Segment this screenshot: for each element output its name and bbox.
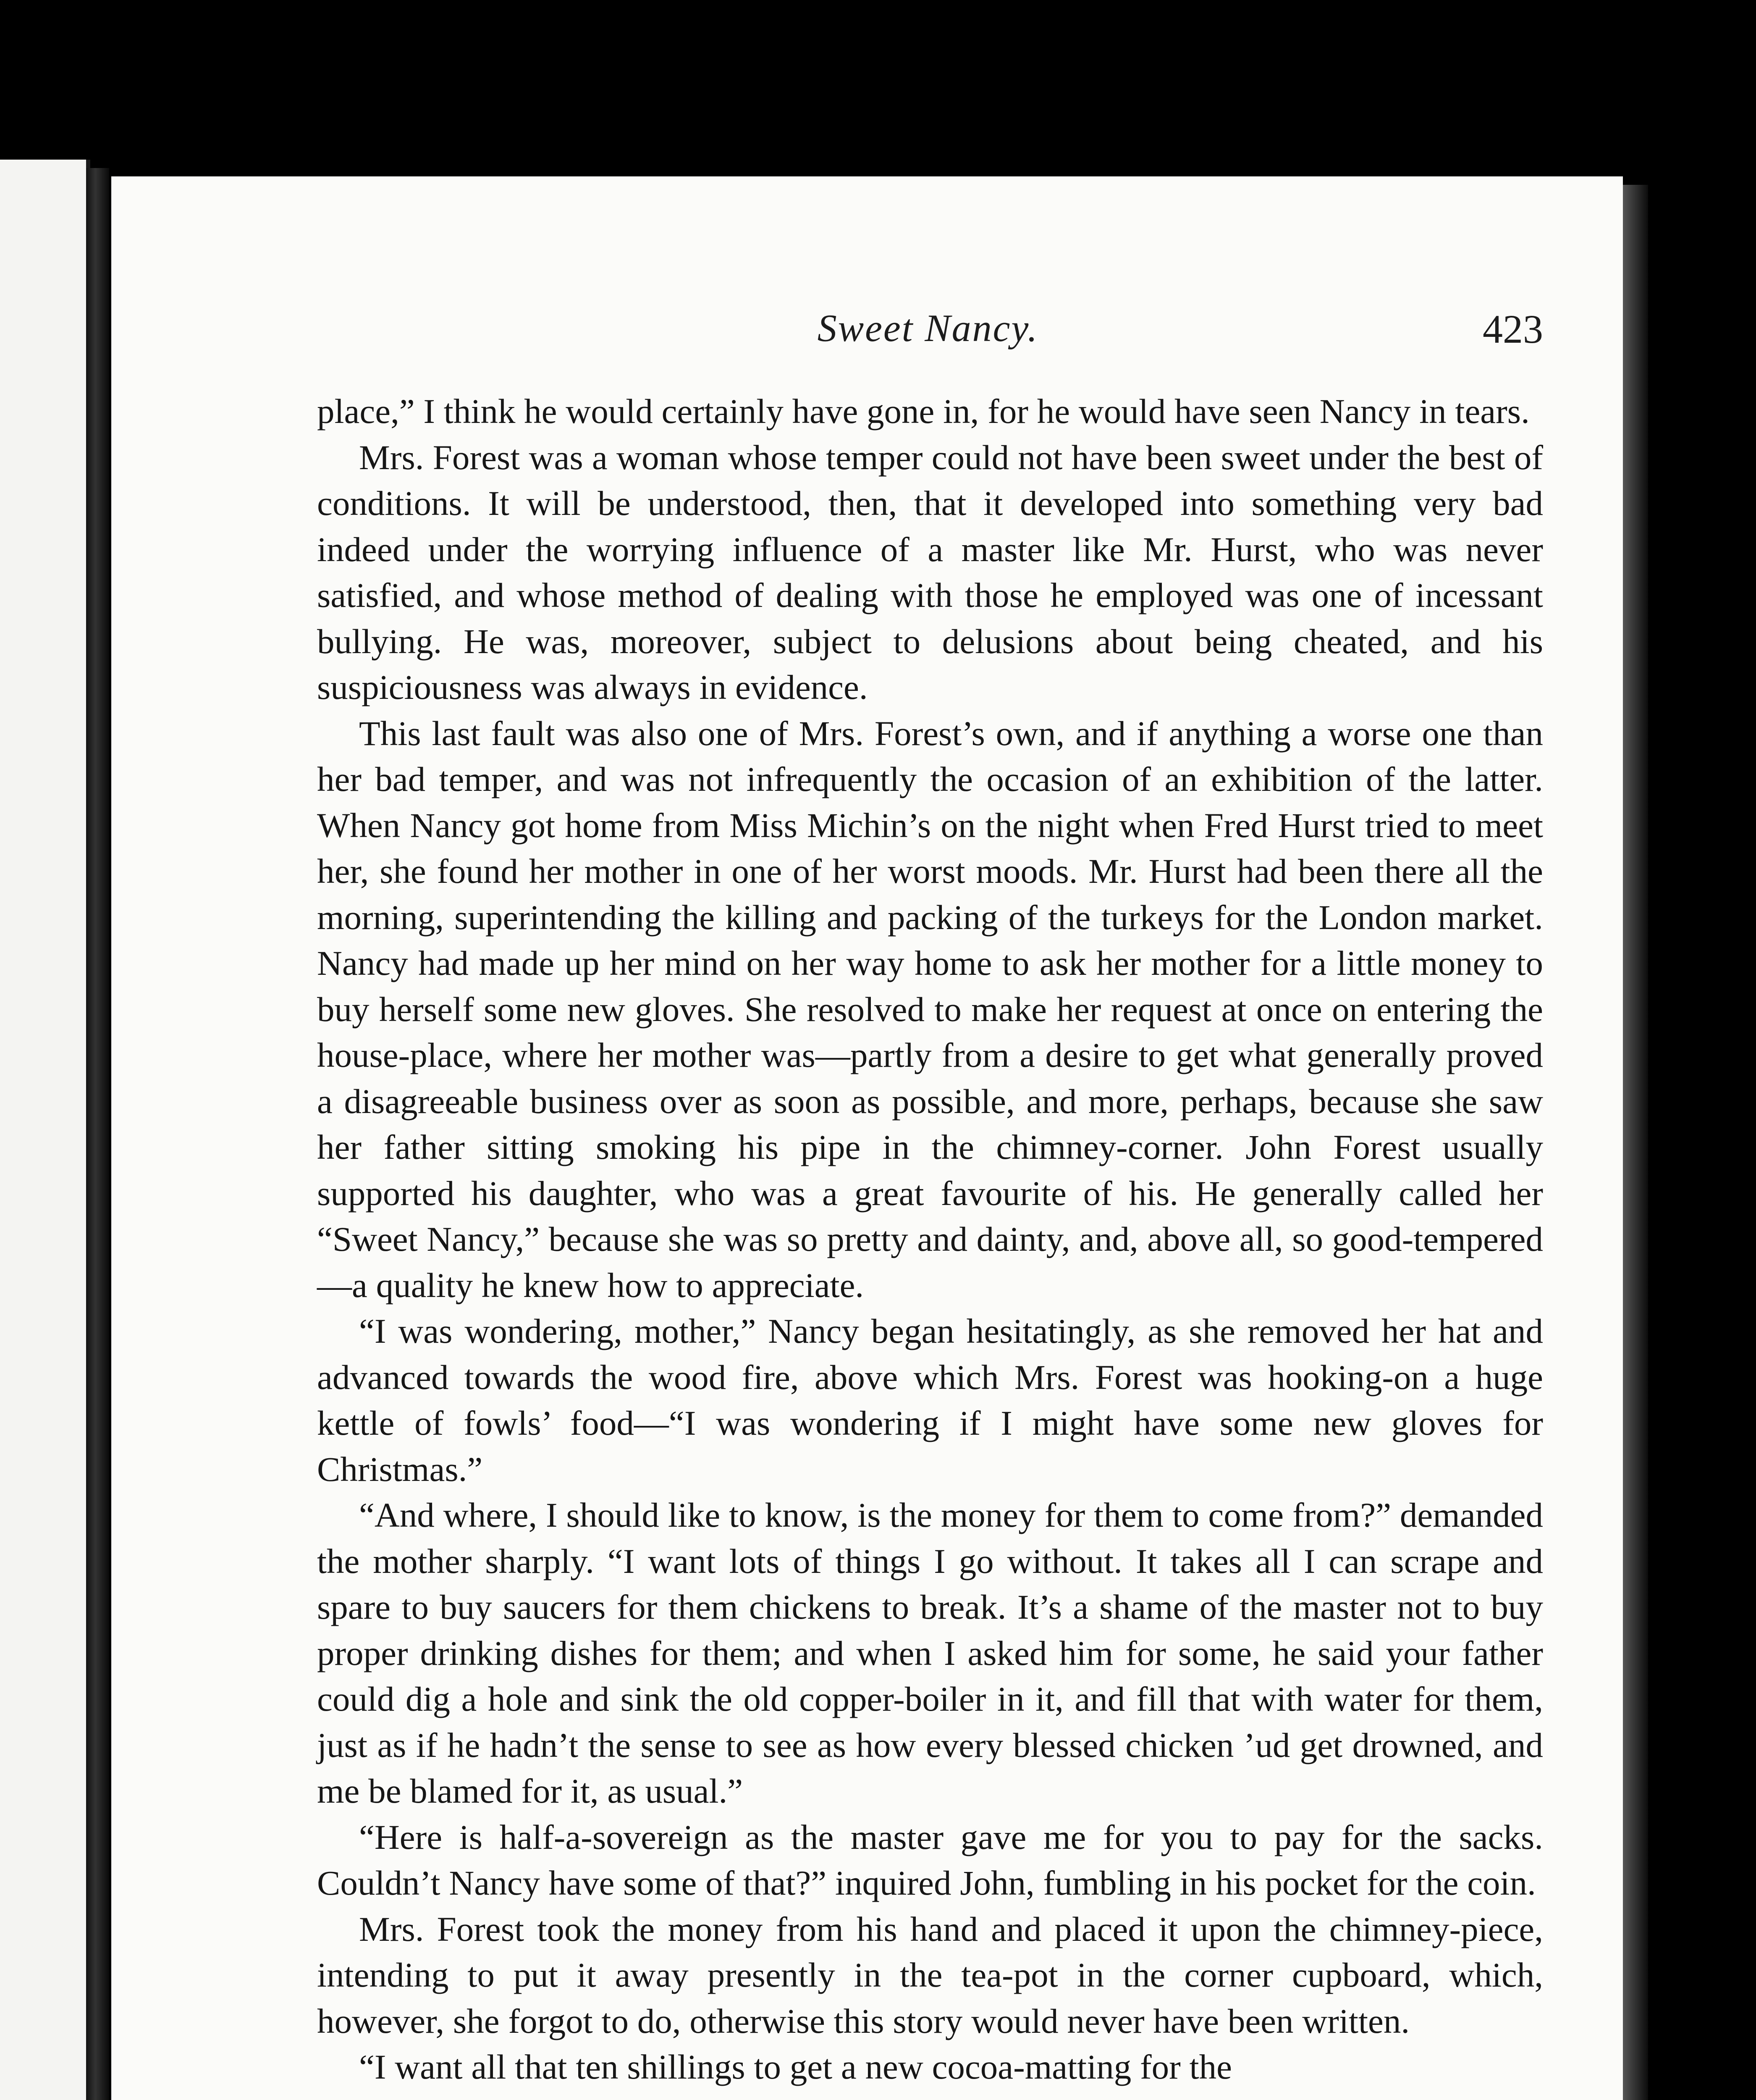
- paragraph: “And where, I should like to know, is the money for them to come from?” demanded the mother sharply. “I want lots of things I go without. It takes all I can scrape and spare to buy saucers for them chickens to break. It’s a shame of the master not to buy proper drinking dishes for them; and when I asked him for some, he said your father could dig a hole and sink the old copper-boiler in it, and fill that with water for them, just as if he hadn’t the sense to see as how every blessed chicken ’ud get drowned, and me be blamed for it, as usual.”: [317, 1496, 1543, 1810]
- paragraph: place,” I think he would certainly have gone in, for he would have seen Nancy in tears.: [317, 392, 1530, 430]
- paragraph: “I was wondering, mother,” Nancy began hesitatingly, as she removed her hat and advanced towards the wood fire, above which Mrs. Forest was hooking-on a huge kettle of fowls’ food—“I was wondering if I might have some new gloves for Christmas.”: [317, 1312, 1543, 1488]
- paragraph: Mrs. Forest was a woman whose temper could not have been sweet under the best of conditions. It will be understood, then, that it developed into something very bad indeed under the worrying influence of a master like Mr. Hurst, who was never satisfied, and whose method of dealing with those he employed was one of incessant bullying. He was, moreover, subject to delusions about being cheated, and his suspiciousness was always in evidence.: [317, 438, 1543, 706]
- facing-page-edge: [0, 160, 90, 2100]
- page-edge-shadow: [1623, 185, 1648, 2100]
- book-gutter: [86, 168, 109, 2100]
- running-title: Sweet Nancy.: [817, 307, 1039, 349]
- page-number: 423: [1483, 307, 1543, 352]
- paragraph: “I want all that ten shillings to get a new cocoa-matting for the: [359, 2048, 1232, 2086]
- paragraph: “Here is half-a-sovereign as the master gave me for you to pay for the sacks. Couldn’t Nancy have some of that?” inquired John, fumbling in his pocket for the coin.: [317, 1817, 1543, 1902]
- paragraph: Mrs. Forest took the money from his hand and placed it upon the chimney-piece, intending to put it away presently in the tea-pot in the corner cupboard, which, however, she forgot to do, otherwise this story would never have been written.: [317, 1909, 1543, 2040]
- body-text: [317, 388, 1543, 2090]
- paragraph: This last fault was also one of Mrs. Forest’s own, and if anything a worse one than her bad temper, and was not infrequently the occasion of an exhibition of the latter. When Nancy got home from Miss Michin’s on the night when Fred Hurst tried to meet her, she found her mother in one of her worst moods. Mr. Hurst had been there all the morning, superintending the killing and packing of the turkeys for the London market. Nancy had made up her mind on her way home to ask her mother for a little money to buy herself some new gloves. She resolved to make her request at once on entering the house-place, where her mother was—partly from a desire to get what generally proved a disagreeable business over as soon as possible, and more, perhaps, because she saw her father sitting smoking his pipe in the chimney-corner. John Forest usually supported his daughter, who was a great favourite of his. He generally called her “Sweet Nancy,” because she was so pretty and dainty, and, above all, so good-tempered—a quality he knew how to appreciate.: [317, 714, 1543, 1305]
- page-header: [313, 306, 1543, 356]
